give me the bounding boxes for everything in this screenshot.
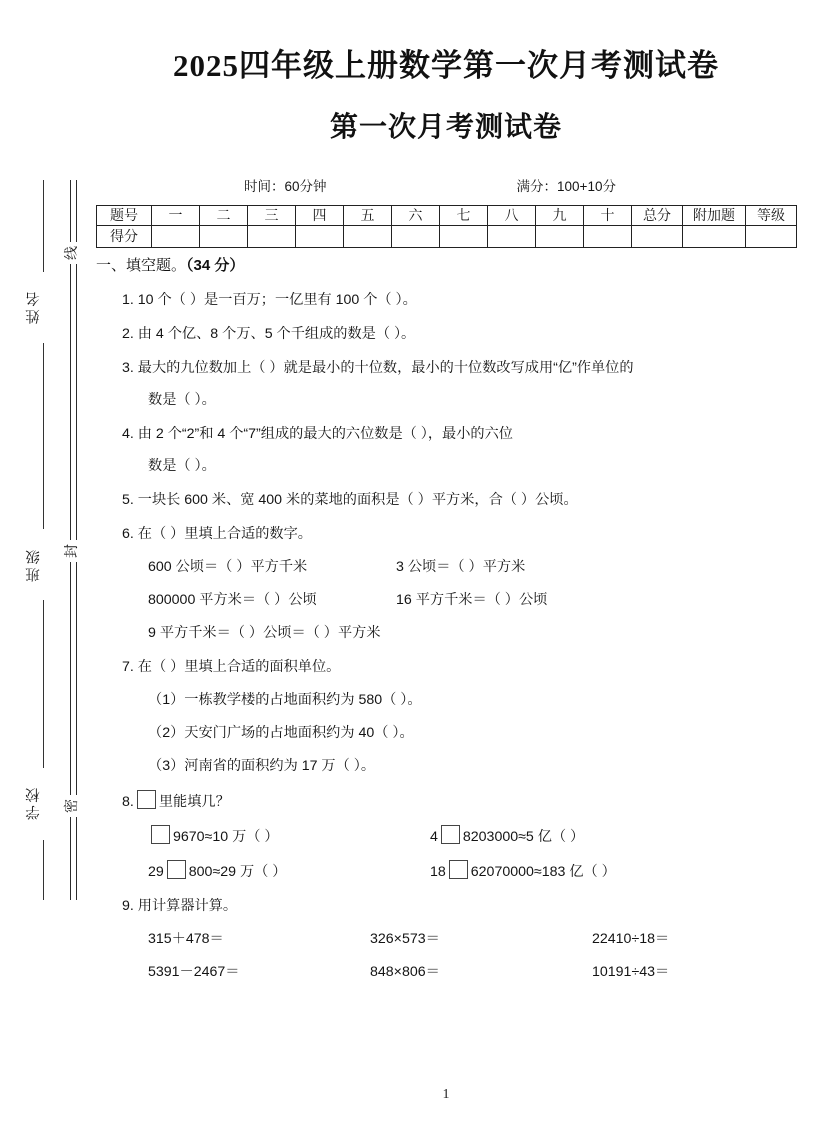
rounding-prefix: 18 xyxy=(430,864,446,880)
question-8-row-1 xyxy=(96,813,796,848)
question-2: 2. 由 4 个亿、8 个万、5 个千组成的数是（ ）。 xyxy=(122,326,416,342)
section-heading xyxy=(96,248,796,277)
rounding-suffix: 8203000≈5 亿（ ） xyxy=(462,829,585,845)
field-rule-segment xyxy=(43,840,44,900)
question-6-row-1 xyxy=(96,545,796,578)
table-row-header xyxy=(97,206,797,226)
conversion-item: 3 公顷＝（ ）平方米 xyxy=(396,559,526,575)
col-header-6: 六 xyxy=(392,206,440,226)
rounding-suffix: 800≈29 万（ ） xyxy=(188,864,287,880)
rounding-item xyxy=(148,860,430,883)
question-6-row-3 xyxy=(96,611,796,644)
score-cell-bonus[interactable] xyxy=(683,226,746,248)
col-header-total: 总分 xyxy=(632,206,683,226)
score-cell[interactable] xyxy=(584,226,632,248)
score-cell-total[interactable] xyxy=(632,226,683,248)
question-3: 3. 最大的九位数加上（ ）就是最小的十位数，最小的十位数改写成用“亿”作单位的 xyxy=(122,360,634,376)
question-7-item-2: （2）天安门广场的占地面积约为 40（ ）。 xyxy=(148,725,414,741)
col-header-4: 四 xyxy=(296,206,344,226)
field-label-class: 班级 xyxy=(26,547,42,583)
conversion-item: 600 公顷＝（ ）平方千米 xyxy=(148,559,308,575)
score-cell-grade[interactable] xyxy=(746,226,797,248)
col-header-bonus: 附加题 xyxy=(683,206,746,226)
seal-char-xian: 线 xyxy=(60,242,82,264)
student-info-column xyxy=(26,180,60,900)
question-9-row-1 xyxy=(96,917,796,950)
calc-item: 326×573＝ xyxy=(370,931,440,947)
question-8-row-2 xyxy=(96,848,796,883)
question-3-line2: 数是（ ）。 xyxy=(148,392,216,408)
score-cell[interactable] xyxy=(488,226,536,248)
conversion-item: 9 平方千米＝（ ）公顷＝（ ）平方米 xyxy=(148,625,381,641)
exam-total-score: 满分：100+10分 xyxy=(516,179,616,194)
row-label-score: 得分 xyxy=(97,226,152,248)
question-9-row-2 xyxy=(96,950,796,983)
calc-item: 22410÷18＝ xyxy=(592,931,670,947)
calc-item: 10191÷43＝ xyxy=(592,964,670,980)
exam-sheet xyxy=(96,0,796,1122)
question-7-item-3: （3）河南省的面积约为 17 万（ ）。 xyxy=(148,758,376,774)
conversion-item: 800000 平方米＝（ ）公顷 xyxy=(148,592,317,608)
rounding-prefix: 4 xyxy=(430,829,438,845)
answer-box[interactable] xyxy=(441,825,460,844)
rounding-suffix: 9670≈10 万（ ） xyxy=(173,829,279,845)
seal-line-column xyxy=(62,180,88,900)
field-rule-segment xyxy=(43,600,44,768)
calc-item: 5391－2467＝ xyxy=(148,964,240,980)
col-header-10: 十 xyxy=(584,206,632,226)
rounding-item xyxy=(148,825,430,848)
seal-margin xyxy=(0,0,88,1122)
exam-meta-row xyxy=(96,146,796,196)
conversion-item: 16 平方千米＝（ ）公顷 xyxy=(396,592,548,608)
answer-box[interactable] xyxy=(137,790,156,809)
col-header-1: 一 xyxy=(152,206,200,226)
answer-box[interactable] xyxy=(151,825,170,844)
field-label-school: 学校 xyxy=(26,785,42,821)
rounding-suffix: 62070000≈183 亿（ ） xyxy=(470,864,616,880)
score-cell[interactable] xyxy=(296,226,344,248)
col-header-grade: 等级 xyxy=(746,206,797,226)
question-7: 7. 在（ ）里填上合适的面积单位。 xyxy=(122,659,341,675)
question-7-item-1: （1）一栋教学楼的占地面积约为 580（ ）。 xyxy=(148,692,422,708)
field-rule-segment xyxy=(43,180,44,272)
calc-item: 315＋478＝ xyxy=(148,931,224,947)
score-cell[interactable] xyxy=(248,226,296,248)
question-8-text: 里能填几？ xyxy=(158,794,230,810)
score-cell[interactable] xyxy=(152,226,200,248)
col-header-2: 二 xyxy=(200,206,248,226)
section-heading-text: 一、填空题。 xyxy=(96,257,187,274)
row-label-question-no: 题号 xyxy=(97,206,152,226)
page-subtitle: 第一次月考测试卷 xyxy=(329,112,562,143)
score-cell[interactable] xyxy=(344,226,392,248)
page-title: 2025四年级上册数学第一次月考测试卷 xyxy=(173,48,719,83)
answer-box[interactable] xyxy=(167,860,186,879)
seal-char-mi: 密 xyxy=(60,795,82,817)
seal-char-feng: 封 xyxy=(60,540,82,562)
page-number: 1 xyxy=(442,1087,450,1102)
col-header-9: 九 xyxy=(536,206,584,226)
score-cell[interactable] xyxy=(392,226,440,248)
col-header-7: 七 xyxy=(440,206,488,226)
section-heading-points: （34 分） xyxy=(186,257,245,274)
question-4: 4. 由 2 个“2”和 4 个“7”组成的最大的六位数是（ ），最小的六位 xyxy=(122,426,513,442)
col-header-5: 五 xyxy=(344,206,392,226)
rounding-item xyxy=(430,825,584,848)
answer-box[interactable] xyxy=(449,860,468,879)
question-8 xyxy=(96,777,796,813)
score-cell[interactable] xyxy=(536,226,584,248)
score-table xyxy=(96,205,797,248)
question-4-line2: 数是（ ）。 xyxy=(148,458,216,474)
question-5: 5. 一块长 600 米、宽 400 米的菜地的面积是（ ）平方米，合（ ）公顷。 xyxy=(122,492,578,508)
table-row-score xyxy=(97,226,797,248)
exam-duration: 时间：60分钟 xyxy=(244,179,327,194)
question-1: 1. 10 个（ ）是一百万；一亿里有 100 个（ ）。 xyxy=(122,292,417,308)
col-header-8: 八 xyxy=(488,206,536,226)
field-label-name: 姓名 xyxy=(26,289,42,325)
score-cell[interactable] xyxy=(440,226,488,248)
question-6-row-2 xyxy=(96,578,796,611)
score-cell[interactable] xyxy=(200,226,248,248)
calc-item: 848×806＝ xyxy=(370,964,440,980)
field-rule-segment xyxy=(43,343,44,529)
rounding-prefix: 29 xyxy=(148,864,164,880)
rounding-item xyxy=(430,860,616,883)
question-6: 6. 在（ ）里填上合适的数字。 xyxy=(122,526,312,542)
question-9: 9. 用计算器计算。 xyxy=(122,898,238,914)
col-header-3: 三 xyxy=(248,206,296,226)
question-8-number: 8. xyxy=(122,794,134,810)
